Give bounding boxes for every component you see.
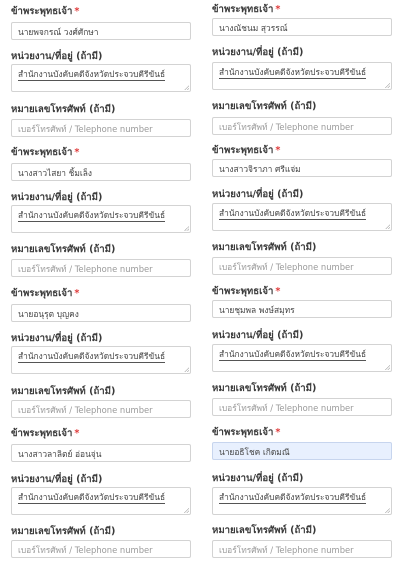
name-input[interactable]: นายอนุรุต บุญคง [11,304,191,322]
name-input[interactable]: นางณัชนม สุวรรณ์ [212,18,392,36]
name-input[interactable]: นายชุมพล พงษ์สมุทร [212,300,392,318]
phone-label: หมายเลขโทรศัพท์ (ถ้ามี) [212,525,317,536]
org-textarea[interactable] [212,344,392,372]
org-value: สำนักงานบังคับคดีจังหวัดประจวบคีรีขันธ์ [219,208,367,218]
phone-input[interactable]: เบอร์โทรศัพท์ / Telephone number [11,119,191,137]
phone-input[interactable]: เบอร์โทรศัพท์ / Telephone number [212,257,392,275]
org-textarea[interactable] [212,487,392,515]
phone-label: หมายเลขโทรศัพท์ (ถ้ามี) [212,242,317,253]
phone-input[interactable]: เบอร์โทรศัพท์ / Telephone number [11,540,191,558]
phone-label: หมายเลขโทรศัพท์ (ถ้ามี) [11,526,116,537]
resize-handle-icon[interactable] [385,224,390,229]
org-textarea[interactable] [11,487,191,515]
org-textarea[interactable] [11,64,191,92]
org-label: หน่วยงาน/ที่อยู่ (ถ้ามี) [11,192,103,203]
name-input[interactable]: นายอธิโชค เกิดมณี [212,442,392,460]
org-textarea[interactable] [212,203,392,231]
resize-handle-icon[interactable] [184,85,189,90]
name-label: ข้าพระพุทธเจ้า * [11,6,80,17]
org-label: หน่วยงาน/ที่อยู่ (ถ้ามี) [11,51,103,62]
required-mark: * [74,288,80,299]
org-value: สำนักงานบังคับคดีจังหวัดประจวบคีรีขันธ์ [18,492,166,502]
org-label: หน่วยงาน/ที่อยู่ (ถ้ามี) [212,473,304,484]
org-value: สำนักงานบังคับคดีจังหวัดประจวบคีรีขันธ์ [219,492,367,502]
name-label: ข้าพระพุทธเจ้า * [212,286,281,297]
org-value: สำนักงานบังคับคดีจังหวัดประจวบคีรีขันธ์ [219,349,367,359]
name-label: ข้าพระพุทธเจ้า * [11,288,80,299]
required-mark: * [275,145,281,156]
resize-handle-icon[interactable] [184,226,189,231]
org-textarea[interactable] [11,205,191,233]
resize-handle-icon[interactable] [184,367,189,372]
required-mark: * [275,4,281,15]
phone-input[interactable]: เบอร์โทรศัพท์ / Telephone number [212,398,392,416]
name-label: ข้าพระพุทธเจ้า * [212,145,281,156]
name-input[interactable]: นางสาวลาลิตย์ อ่อนจุ่น [11,444,191,462]
phone-input[interactable]: เบอร์โทรศัพท์ / Telephone number [11,400,191,418]
org-value: สำนักงานบังคับคดีจังหวัดประจวบคีรีขันธ์ [18,351,166,361]
phone-label: หมายเลขโทรศัพท์ (ถ้ามี) [212,101,317,112]
org-label: หน่วยงาน/ที่อยู่ (ถ้ามี) [212,330,304,341]
required-mark: * [74,147,80,158]
phone-input[interactable]: เบอร์โทรศัพท์ / Telephone number [212,117,392,135]
org-label: หน่วยงาน/ที่อยู่ (ถ้ามี) [11,474,103,485]
name-input[interactable]: นางสาวจิราภา ศรีแจ่ม [212,159,392,177]
phone-label: หมายเลขโทรศัพท์ (ถ้ามี) [11,386,116,397]
required-mark: * [275,427,281,438]
name-input[interactable]: นางสาวไสยา ชิ้มเล็ง [11,163,191,181]
required-mark: * [74,428,80,439]
org-textarea[interactable] [212,62,392,90]
required-mark: * [275,286,281,297]
phone-label: หมายเลขโทรศัพท์ (ถ้ามี) [11,104,116,115]
phone-input[interactable]: เบอร์โทรศัพท์ / Telephone number [212,540,392,558]
org-textarea[interactable] [11,346,191,374]
resize-handle-icon[interactable] [385,365,390,370]
org-label: หน่วยงาน/ที่อยู่ (ถ้ามี) [212,47,304,58]
org-label: หน่วยงาน/ที่อยู่ (ถ้ามี) [212,189,304,200]
phone-label: หมายเลขโทรศัพท์ (ถ้ามี) [11,244,116,255]
org-label: หน่วยงาน/ที่อยู่ (ถ้ามี) [11,333,103,344]
phone-label: หมายเลขโทรศัพท์ (ถ้ามี) [212,383,317,394]
name-label: ข้าพระพุทธเจ้า * [212,4,281,15]
org-value: สำนักงานบังคับคดีจังหวัดประจวบคีรีขันธ์ [18,210,166,220]
resize-handle-icon[interactable] [385,508,390,513]
resize-handle-icon[interactable] [184,508,189,513]
phone-input[interactable]: เบอร์โทรศัพท์ / Telephone number [11,259,191,277]
name-label: ข้าพระพุทธเจ้า * [11,428,80,439]
name-label: ข้าพระพุทธเจ้า * [212,427,281,438]
name-label: ข้าพระพุทธเจ้า * [11,147,80,158]
name-input[interactable]: นายพจกรณ์ วงศ์ศักษา [11,22,191,40]
org-value: สำนักงานบังคับคดีจังหวัดประจวบคีรีขันธ์ [219,67,367,77]
resize-handle-icon[interactable] [385,83,390,88]
org-value: สำนักงานบังคับคดีจังหวัดประจวบคีรีขันธ์ [18,69,166,79]
required-mark: * [74,6,80,17]
